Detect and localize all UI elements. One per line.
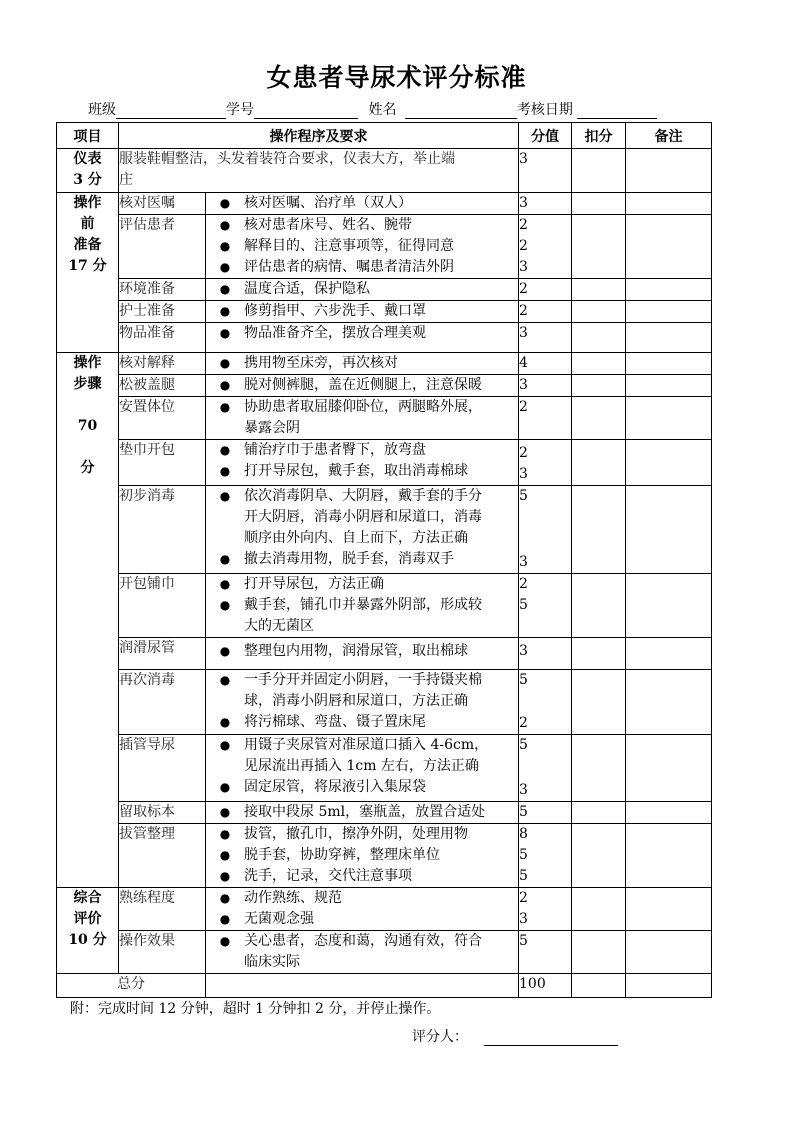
- score-cell: 2 5: [519, 574, 572, 638]
- list-item: ● 撤去消毒用物，脱手套，消毒双手: [219, 551, 454, 567]
- deduct-cell[interactable]: [572, 486, 626, 574]
- sub-item: 拔管整理: [119, 824, 206, 888]
- item-list: [206, 638, 519, 670]
- list-item: ● 协助患者取屈膝仰卧位，两腿略外展， 暴露会阴: [219, 399, 482, 436]
- score-cell: 2 3: [519, 888, 572, 931]
- list-item: ● 无菌观念强: [219, 911, 314, 927]
- class-blank[interactable]: [116, 104, 226, 119]
- sub-item: 安置体位: [119, 397, 206, 440]
- table-row: [57, 574, 712, 638]
- remark-cell[interactable]: [626, 440, 712, 486]
- remark-cell[interactable]: [626, 323, 712, 353]
- table-row: [57, 486, 712, 574]
- remark-cell[interactable]: [626, 824, 712, 888]
- item-list: [206, 888, 519, 931]
- remark-cell[interactable]: [626, 670, 712, 735]
- list-item: ● 用镊子夹尿管对准尿道口插入 4-6cm， 见尿流出再插入 1cm 左右，方法正确: [219, 737, 489, 774]
- item-list: [206, 670, 519, 735]
- sub-item: 再次消毒: [119, 670, 206, 735]
- sub-item: 护士准备: [119, 301, 206, 323]
- deduct-cell[interactable]: [572, 888, 626, 931]
- deduct-cell[interactable]: [572, 193, 626, 215]
- table-row: [57, 149, 712, 193]
- item-list: [206, 397, 519, 440]
- sub-item: 环境准备: [119, 279, 206, 301]
- deduct-cell[interactable]: [572, 301, 626, 323]
- list-item: ● 关心患者，态度和蔼，沟通有效，符合 临床实际: [219, 933, 482, 970]
- deduct-cell[interactable]: [572, 323, 626, 353]
- category-cell: 操作 前 准备 17 分: [57, 193, 119, 353]
- list-item: ● 修剪指甲、六步洗手、戴口罩: [219, 303, 426, 319]
- deduct-cell[interactable]: [572, 353, 626, 375]
- table-row: [57, 824, 712, 888]
- sub-item: 插管导尿: [119, 735, 206, 802]
- remark-cell[interactable]: [626, 802, 712, 824]
- table-row: [57, 193, 712, 215]
- sub-item: 留取标本: [119, 802, 206, 824]
- table-row: [57, 279, 712, 301]
- sub-item: 物品准备: [119, 323, 206, 353]
- sub-item: 松被盖腿: [119, 375, 206, 397]
- deduct-cell[interactable]: [572, 735, 626, 802]
- item-list: [206, 215, 519, 279]
- item-list: [206, 440, 519, 486]
- item-list: [206, 323, 519, 353]
- header-deduct: 扣分: [572, 123, 626, 149]
- deduct-cell[interactable]: [572, 824, 626, 888]
- footnote: 附：完成时间 12 分钟，超时 1 分钟扣 2 分，并停止操作。: [70, 1001, 441, 1017]
- score-cell: 2: [519, 301, 572, 323]
- list-item: ● 固定尿管，将尿液引入集尿袋: [219, 779, 426, 795]
- sub-item: 初步消毒: [119, 486, 206, 574]
- item-list: [206, 486, 519, 574]
- list-item: ● 携用物至床旁，再次核对: [219, 355, 398, 371]
- class-label: 班级: [88, 102, 116, 118]
- signer-label: 评分人：: [412, 1029, 468, 1045]
- total-blank: [206, 974, 519, 998]
- score-cell: 5 2: [519, 670, 572, 735]
- list-item: ● 物品准备齐全，摆放合理美观: [219, 325, 426, 341]
- table-row: [57, 397, 712, 440]
- table-row: [57, 670, 712, 735]
- item-list: [206, 931, 519, 974]
- score-cell: 3: [519, 193, 572, 215]
- header-remark: 备注: [626, 123, 712, 149]
- sub-item: 润滑尿管: [119, 638, 206, 670]
- item-list: [206, 802, 519, 824]
- score-cell: 4: [519, 353, 572, 375]
- table-row: [57, 353, 712, 375]
- deduct-cell[interactable]: [572, 440, 626, 486]
- date-label: 考核日期: [516, 102, 573, 118]
- sub-item: 垫巾开包: [119, 440, 206, 486]
- list-item: ● 整理包内用物，润滑尿管，取出棉球: [219, 643, 468, 659]
- score-cell: 2: [519, 397, 572, 440]
- signer-blank[interactable]: [484, 1031, 618, 1046]
- list-item: ● 动作熟练、规范: [219, 890, 342, 906]
- category-cell: 仪表 3 分: [57, 149, 119, 193]
- remark-cell[interactable]: [626, 375, 712, 397]
- sub-item: 开包铺巾: [119, 574, 206, 638]
- header-row: [57, 123, 712, 149]
- remark-cell[interactable]: [626, 193, 712, 215]
- deduct-cell[interactable]: [572, 279, 626, 301]
- remark-cell[interactable]: [626, 301, 712, 323]
- header-procedure: 操作程序及要求: [119, 123, 519, 149]
- deduct-cell[interactable]: [572, 638, 626, 670]
- item-list: [206, 301, 519, 323]
- remark-cell[interactable]: [626, 279, 712, 301]
- table-row: [57, 888, 712, 931]
- item-list: [206, 193, 519, 215]
- list-item: ● 戴手套，铺孔巾并暴露外阴部，形成较 大的无菌区: [219, 597, 482, 634]
- remark-cell[interactable]: [626, 149, 712, 193]
- score-cell: 2 2 3: [519, 215, 572, 279]
- table-row: [57, 323, 712, 353]
- header-item: 项目: [57, 123, 119, 149]
- remark-cell[interactable]: [626, 397, 712, 440]
- table-row: [57, 931, 712, 974]
- deduct-cell[interactable]: [572, 215, 626, 279]
- list-item: ● 依次消毒阴阜、大阴唇，戴手套的手分 开大阴唇，消毒小阴唇和尿道口，消毒 顺序由外向内、自上而下，方法正确: [219, 488, 482, 546]
- sub-item: 核对解释: [119, 353, 206, 375]
- deduct-cell[interactable]: [572, 397, 626, 440]
- remark-cell[interactable]: [626, 931, 712, 974]
- name-blank[interactable]: [405, 104, 517, 119]
- item-list: [206, 735, 519, 802]
- category-cell: 综合 评价 10 分: [57, 888, 119, 974]
- info-line: [88, 99, 657, 119]
- total-row: [57, 974, 712, 998]
- item-list: [206, 375, 519, 397]
- score-cell: 5 3: [519, 735, 572, 802]
- score-cell: 3: [519, 375, 572, 397]
- score-cell: 2: [519, 279, 572, 301]
- list-item: ● 打开导尿包，方法正确: [219, 576, 384, 592]
- list-item: ● 解释目的、注意事项等，征得同意: [219, 238, 454, 254]
- page-title: 女患者导尿术评分标准: [266, 63, 527, 92]
- score-table: [56, 122, 712, 998]
- list-item: ● 评估患者的病情、嘱患者清洁外阴: [219, 259, 454, 275]
- table-row: [57, 638, 712, 670]
- deduct-cell[interactable]: [572, 149, 626, 193]
- list-item: ● 将污棉球、弯盘、镊子置床尾: [219, 714, 426, 730]
- item-list: [206, 824, 519, 888]
- deduct-cell[interactable]: [572, 375, 626, 397]
- total-score: 100: [519, 974, 572, 998]
- sub-item: 核对医嘱: [119, 193, 206, 215]
- list-item: ● 洗手，记录，交代注意事项: [219, 868, 412, 884]
- score-cell: 5 3: [519, 486, 572, 574]
- table-row: [57, 215, 712, 279]
- score-cell: 2 3: [519, 440, 572, 486]
- score-cell: 3: [519, 149, 572, 193]
- id-blank[interactable]: [254, 104, 358, 119]
- table-row: [57, 375, 712, 397]
- remark-cell[interactable]: [626, 574, 712, 638]
- list-item: ● 接取中段尿 5ml，塞瓶盖，放置合适处: [219, 804, 486, 820]
- remark-cell[interactable]: [626, 215, 712, 279]
- remark-cell[interactable]: [626, 888, 712, 931]
- list-item: ● 铺治疗巾于患者臀下，放弯盘: [219, 442, 426, 458]
- score-cell: 5: [519, 802, 572, 824]
- list-item: ● 拔管，撤孔巾，擦净外阴，处理用物: [219, 826, 468, 842]
- score-cell: 3: [519, 638, 572, 670]
- category-cell: 操作 步骤 70 分: [57, 353, 119, 888]
- score-cell: 3: [519, 323, 572, 353]
- list-item: ● 一手分开并固定小阴唇，一手持镊夹棉 球，消毒小阴唇和尿道口，方法正确: [219, 672, 482, 709]
- remark-cell[interactable]: [626, 486, 712, 574]
- table-row: [57, 735, 712, 802]
- sub-item: 熟练程度: [119, 888, 206, 931]
- list-item: ● 核对患者床号、姓名、腕带: [219, 217, 412, 233]
- procedure-text: 服装鞋帽整洁，头发着装符合要求，仪表大方，举止端 庄: [119, 149, 519, 193]
- name-label: 姓名: [368, 102, 397, 118]
- list-item: ● 脱对侧裤腿，盖在近侧腿上，注意保暖: [219, 377, 482, 393]
- item-list: [206, 353, 519, 375]
- remark-cell[interactable]: [626, 638, 712, 670]
- deduct-cell[interactable]: [572, 974, 626, 998]
- total-label: 总分: [57, 974, 206, 998]
- table-row: [57, 301, 712, 323]
- remark-cell[interactable]: [626, 353, 712, 375]
- id-label: 学号: [226, 102, 254, 118]
- sub-item: 操作效果: [119, 931, 206, 974]
- list-item: ● 核对医嘱、治疗单（双人）: [219, 195, 412, 211]
- score-cell: 8 5 5: [519, 824, 572, 888]
- remark-cell[interactable]: [626, 974, 712, 998]
- item-list: [206, 279, 519, 301]
- date-blank[interactable]: [577, 104, 657, 119]
- signer-line: [412, 1026, 618, 1046]
- item-list: [206, 574, 519, 638]
- list-item: ● 温度合适，保护隐私: [219, 281, 370, 297]
- deduct-cell[interactable]: [572, 574, 626, 638]
- sub-item: 评估患者: [119, 215, 206, 279]
- remark-cell[interactable]: [626, 735, 712, 802]
- table-row: [57, 440, 712, 486]
- header-score: 分值: [519, 123, 572, 149]
- table-row: [57, 802, 712, 824]
- deduct-cell[interactable]: [572, 802, 626, 824]
- list-item: ● 脱手套，协助穿裤，整理床单位: [219, 847, 440, 863]
- deduct-cell[interactable]: [572, 670, 626, 735]
- deduct-cell[interactable]: [572, 931, 626, 974]
- score-cell: 5: [519, 931, 572, 974]
- list-item: ● 打开导尿包，戴手套，取出消毒棉球: [219, 463, 468, 479]
